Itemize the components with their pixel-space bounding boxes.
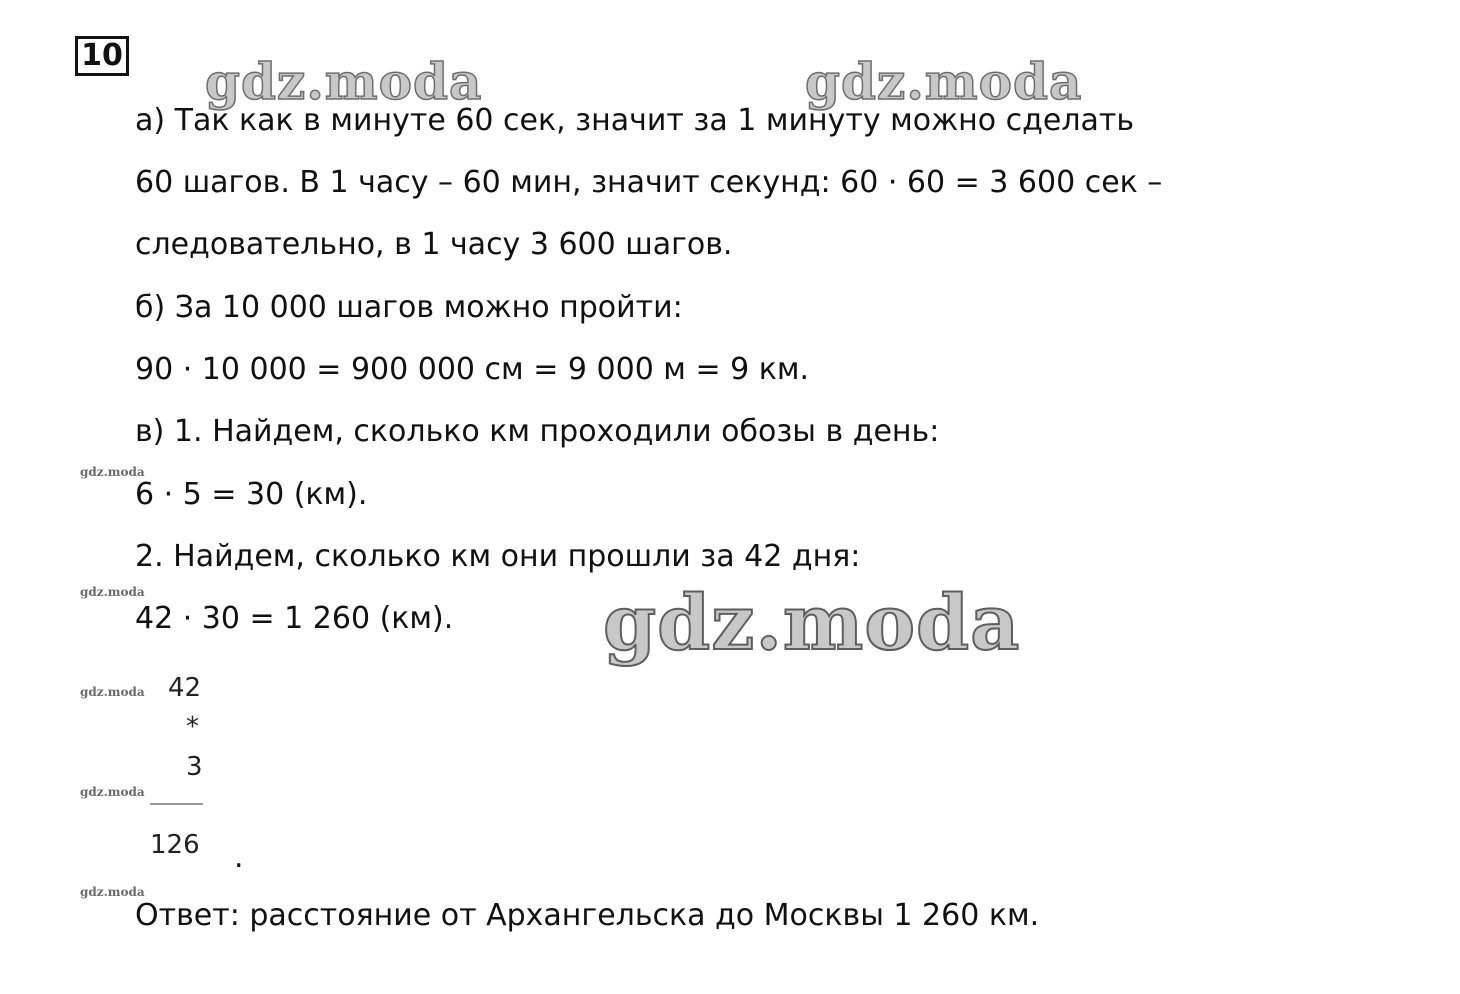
calc-rule	[150, 803, 203, 805]
watermark-small: gdz.moda	[80, 885, 145, 899]
solution-line-a1: а) Так как в минуте 60 сек, значит за 1 минуту можно сделать	[135, 103, 1135, 138]
solution-line-v4: 42 · 30 = 1 260 (км).	[135, 601, 454, 636]
calc-trailing-dot: .	[234, 840, 244, 875]
watermark-top-left: gdz.moda	[205, 52, 483, 111]
answer-line: Ответ: расстояние от Архангельска до Москвы 1 260 км.	[135, 898, 1040, 933]
solution-line-b1: б) За 10 000 шагов можно пройти:	[135, 290, 683, 325]
solution-line-v3: 2. Найдем, сколько км они прошли за 42 дня:	[135, 539, 861, 574]
solution-line-b2: 90 · 10 000 = 900 000 см = 9 000 м = 9 км.	[135, 352, 810, 387]
task-number: 10	[75, 36, 129, 76]
calc-operator: *	[186, 712, 199, 742]
watermark-small: gdz.moda	[80, 685, 145, 699]
solution-line-a3: следовательно, в 1 часу 3 600 шагов.	[135, 227, 733, 262]
calc-result: 126	[150, 830, 200, 860]
watermark-small: gdz.moda	[80, 465, 145, 479]
watermark-center: gdz.moda	[603, 578, 1021, 667]
calc-multiplicand: 42	[168, 673, 202, 703]
watermark-top-right: gdz.moda	[805, 52, 1083, 111]
watermark-small: gdz.moda	[80, 585, 145, 599]
solution-line-a2: 60 шагов. В 1 часу – 60 мин, значит секунд: 60 · 60 = 3 600 сек –	[135, 165, 1163, 200]
solution-line-v1: в) 1. Найдем, сколько км проходили обозы в день:	[135, 414, 940, 449]
watermark-small: gdz.moda	[80, 785, 145, 799]
calc-multiplier: 3	[186, 752, 203, 782]
solution-line-v2: 6 · 5 = 30 (км).	[135, 477, 368, 512]
